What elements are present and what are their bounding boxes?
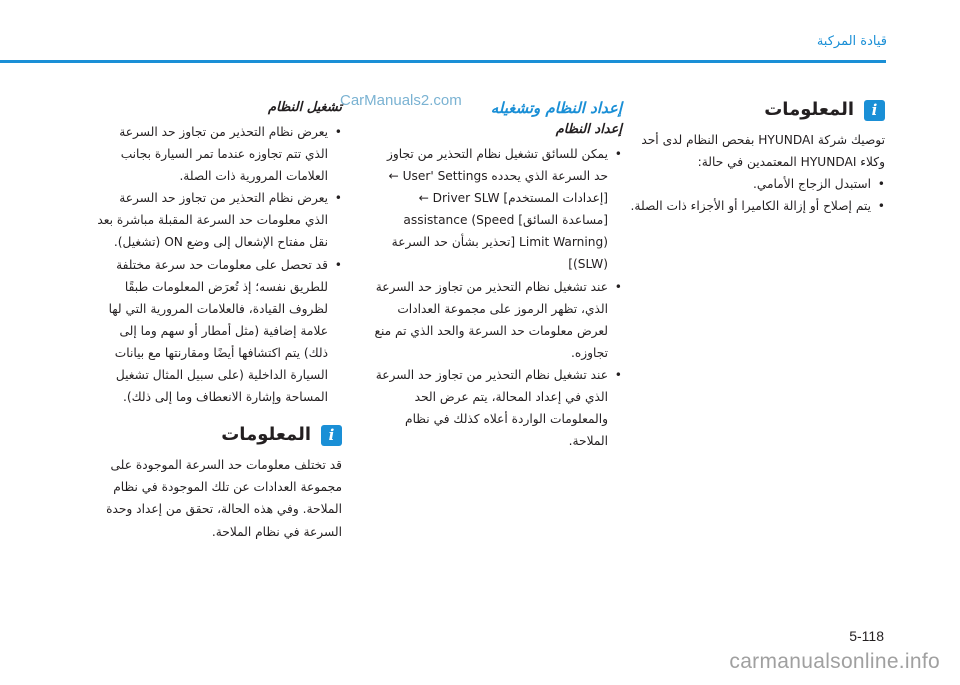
chapter-title: قيادة المركبة xyxy=(816,34,887,49)
info-heading-label: المعلومات xyxy=(221,424,311,446)
list-item: • يعرض نظام التحذير من تجاوز حد السرعة الذي تتم تجاوزه عندما تمر السيارة بجانب العلامات المرورية ذات الصلة. xyxy=(95,121,342,187)
info-list xyxy=(630,173,885,217)
list-item: • استبدل الزجاج الأمامي. xyxy=(630,173,885,195)
left-column xyxy=(95,97,342,543)
right-column xyxy=(630,97,885,217)
site-watermark: carmanualsonline.info xyxy=(729,650,940,673)
info-heading xyxy=(95,422,342,448)
list-item: • عند تشغيل نظام التحذير من تجاوز حد السرعة الذي في إعداد المحالة، يتم عرض الحد والمعلومات الواردة أعلاه كذلك في نظام الملاحة. xyxy=(370,364,622,452)
list-item: • قد تحصل على معلومات حد سرعة مختلفة للطريق نفسه؛ إذ تُعرَض المعلومات طبقًا لظروف القيادة، فالعلامات المرورية التي لها علامة إضافية (مثل أمطار أو سهم وما إلى ذلك) يتم اكتشافها أيضًا ومقارنتها مع بيانات السيارة الداخلية (على سبيل المثال تشغيل المساحة وإشارة الانعطاف وما إلى ذلك). xyxy=(95,254,342,409)
header-divider xyxy=(0,60,886,63)
operation-list xyxy=(95,121,342,408)
info-icon: i xyxy=(321,425,342,446)
middle-column xyxy=(370,97,622,452)
info-intro: توصيك شركة HYUNDAI بفحص النظام لدى أحد وكلاء HYUNDAI المعتمدين في حالة: xyxy=(641,133,885,170)
setup-list xyxy=(370,143,622,452)
info-note: قد تختلف معلومات حد السرعة الموجودة على مجموعة العدادات عن تلك الموجودة في نظام الملاحة. وفي هذه الحالة، تحقق من إعداد وحدة السرعة في نظام الملاحة. xyxy=(106,458,342,539)
page-number: 5-118 xyxy=(849,628,884,644)
list-item: • يعرض نظام التحذير من تجاوز حد السرعة الذي معلومات حد السرعة المقبلة مباشرة بعد نقل مفتاح الإشعال إلى وضع ON (تشغيل). xyxy=(95,187,342,253)
watermark: CarManuals2.com xyxy=(340,92,462,109)
info-heading-label: المعلومات xyxy=(764,99,854,120)
list-item: • يمكن للسائق تشغيل نظام التحذير من تجاوز حد السرعة الذي يحدده User' Settings ← [إعدادات المستخدم] Driver SLW ← [مساعدة السائق] assistance (Speed Limit Warning) [تحذير بشأن حد السرعة (SLW)] xyxy=(370,143,622,276)
list-item: • عند تشغيل نظام التحذير من تجاوز حد السرعة الذي، تظهر الرموز على مجموعة العدادات لعرض معلومات حد السرعة والحد الذي تم منع تجاوزه. xyxy=(370,276,622,364)
info-icon: i xyxy=(864,100,885,121)
info-heading xyxy=(630,97,885,123)
list-item: • يتم إصلاح أو إزالة الكاميرا أو الأجزاء ذات الصلة. xyxy=(630,195,885,217)
subsection-title: إعداد النظام xyxy=(555,122,622,137)
section-title: إعداد النظام وتشغيله xyxy=(490,99,622,117)
subsection-title: تشغيل النظام xyxy=(268,100,342,115)
